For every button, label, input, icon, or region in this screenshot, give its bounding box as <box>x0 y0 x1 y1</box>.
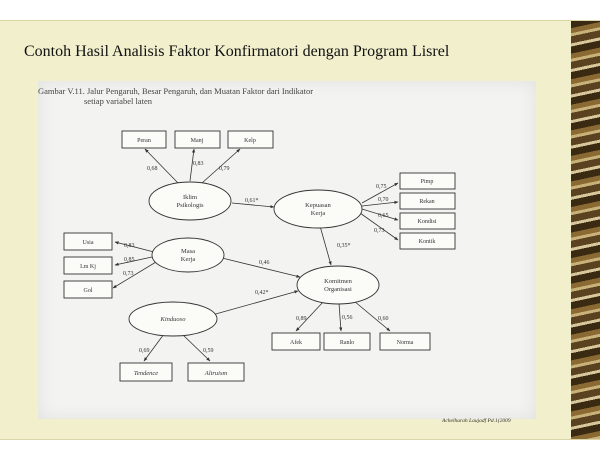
coef-iklim-kelp: 0,79 <box>219 166 230 172</box>
coef-komitmen-norma: 0,60 <box>378 316 389 322</box>
arrow-masa-gol <box>113 262 156 288</box>
coef-kepuasan-komitmen: 0,35* <box>337 243 351 249</box>
slide <box>0 20 600 440</box>
coef-komitmen-afek: 0,89 <box>296 316 307 322</box>
coef-kinduoso-altruism: 0,59 <box>203 348 214 354</box>
indicator-kelp: Kelp <box>244 138 256 144</box>
indicator-manj: Manj <box>190 138 204 144</box>
coef-kinduoso-tendence: 0,69 <box>139 348 150 354</box>
indicator-ranlo: Ranlo <box>339 340 355 346</box>
indicator-tendence: Tendence <box>133 370 159 377</box>
caption-line-1: Gambar V.11. Jalur Pengaruh, Besar Pengaruh, dan Muatan Faktor dari Indikator <box>38 86 314 96</box>
arrow-kepuasan-komitmen <box>320 226 331 265</box>
indicator-boxes <box>64 131 455 381</box>
path-diagram <box>0 21 571 439</box>
coef-masa-lmkj: 0,85 <box>124 257 135 263</box>
coef-kinduoso-komitmen: 0,42* <box>255 290 269 296</box>
latent-komitmen-line1: Komitmen <box>324 278 352 285</box>
arrow-komitmen-ranlo <box>339 303 341 331</box>
indicator-usia: Usia <box>82 240 94 246</box>
indicator-norma: Norma <box>396 340 414 346</box>
coef-iklim-peran: 0,68 <box>147 166 158 172</box>
indicator-pimp: Pimp <box>420 179 434 185</box>
coef-kepuasan-rekan: 0,70 <box>378 197 389 203</box>
latent-kepuasan-line1: Kepuasan <box>305 202 331 209</box>
indicator-kontik: Kontik <box>418 239 436 245</box>
coef-masa-komitmen: 0,46 <box>259 260 270 266</box>
latent-masa-line1: Masa <box>180 248 196 255</box>
footer-author: Achelhurah Laujadf Pd.1(2009 <box>442 418 511 424</box>
latent-iklim-line1: Iklim <box>182 194 198 201</box>
indicator-lm-kj: Lm Kj <box>80 264 96 270</box>
latent-kinduoso: Kinduoso <box>160 316 186 323</box>
coef-masa-gol: 0,73 <box>123 271 134 277</box>
decorative-sidebar-image <box>571 21 600 439</box>
indicator-peran: Peran <box>137 138 151 144</box>
indicator-gol: Gol <box>83 288 93 294</box>
latent-iklim-line2: Psikologis <box>176 202 204 209</box>
slide-title: Contoh Hasil Analisis Faktor Konfirmatori dengan Program Lisrel <box>24 43 450 60</box>
indicator-rekan: Rekan <box>419 199 435 205</box>
latent-komitmen-line2: Organisasi <box>324 286 352 293</box>
latent-kepuasan-line2: Kerja <box>310 210 326 217</box>
arrow-masa-usia <box>115 242 154 252</box>
coef-kepuasan-pimp: 0,75 <box>376 184 387 190</box>
indicator-kondisi: Kondisi <box>417 219 437 225</box>
coef-masa-usia: 0,83 <box>124 243 135 249</box>
indicator-afek: Afek <box>290 340 302 346</box>
coef-iklim-kepuasan: 0,61* <box>245 198 259 204</box>
coef-iklim-manj: 0,83 <box>193 161 204 167</box>
caption-line-2: setiap variabel laten <box>84 96 152 106</box>
coef-komitmen-ranlo: 0,56 <box>342 315 353 321</box>
indicator-altruism: Altruism <box>204 370 228 377</box>
coef-kepuasan-kontik: 0,73 <box>374 228 385 234</box>
latent-masa-line2: Kerja <box>180 256 196 263</box>
coef-kepuasan-kondisi: 0,65 <box>378 213 389 219</box>
